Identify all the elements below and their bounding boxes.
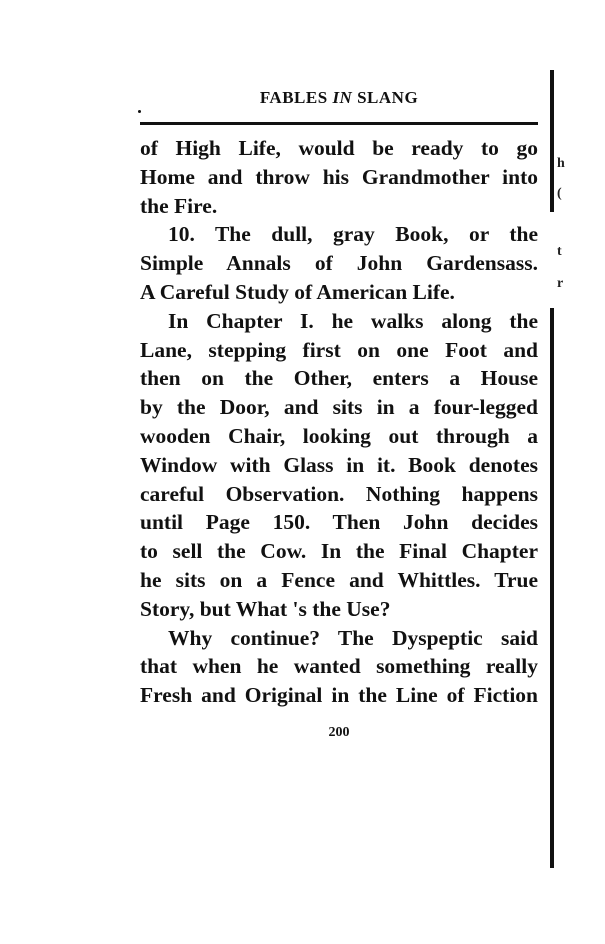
text-line: Window with Glass in it. Book denotes	[140, 452, 538, 477]
edge-letter: r	[557, 276, 564, 291]
text-line: then on the Other, enters a House	[140, 366, 538, 391]
running-head-part-2: IN	[332, 88, 353, 107]
text-line: wooden Chair, looking out through a	[140, 423, 538, 448]
text-line: Why continue? The Dyspeptic said	[168, 625, 538, 650]
page-number: 200	[328, 725, 350, 740]
text-line: Fresh and Original in the Line of Fiction	[140, 683, 538, 708]
edge-letter: t	[557, 244, 562, 259]
text-line: to sell the Cow. In the Final Chapter	[140, 539, 538, 564]
text-line: Simple Annals of John Gardensass.	[140, 251, 538, 276]
running-head-part-1: FABLES	[259, 88, 333, 107]
text-line: the Fire.	[140, 193, 218, 218]
ink-speck	[138, 110, 141, 113]
text-line: until Page 150. Then John decides	[140, 510, 538, 535]
running-head-part-3: SLANG	[352, 88, 419, 107]
binding-edge	[550, 308, 554, 868]
running-head	[140, 86, 538, 110]
text-line: by the Door, and sits in a four-legged	[140, 395, 538, 420]
binding-edge	[550, 70, 554, 212]
text-line: he sits on a Fence and Whittles. True	[140, 567, 538, 592]
text-line: careful Observation. Nothing happens	[140, 481, 538, 506]
text-line: 10. The dull, gray Book, or the	[168, 222, 538, 247]
edge-letter: h	[557, 156, 565, 171]
text-line: In Chapter I. he walks along the	[168, 308, 538, 333]
text-line: that when he wanted something really	[140, 654, 538, 679]
text-line: Lane, stepping first on one Foot and	[140, 337, 538, 362]
text-line: of High Life, would be ready to go	[140, 136, 538, 160]
text-line: A Careful Study of American Life.	[140, 279, 455, 304]
text-line: Story, but What 's the Use?	[140, 596, 391, 621]
edge-letter: (	[557, 186, 562, 201]
body-text	[140, 134, 538, 710]
text-line: Home and throw his Grandmother into	[140, 164, 538, 189]
header-rule	[140, 122, 538, 125]
